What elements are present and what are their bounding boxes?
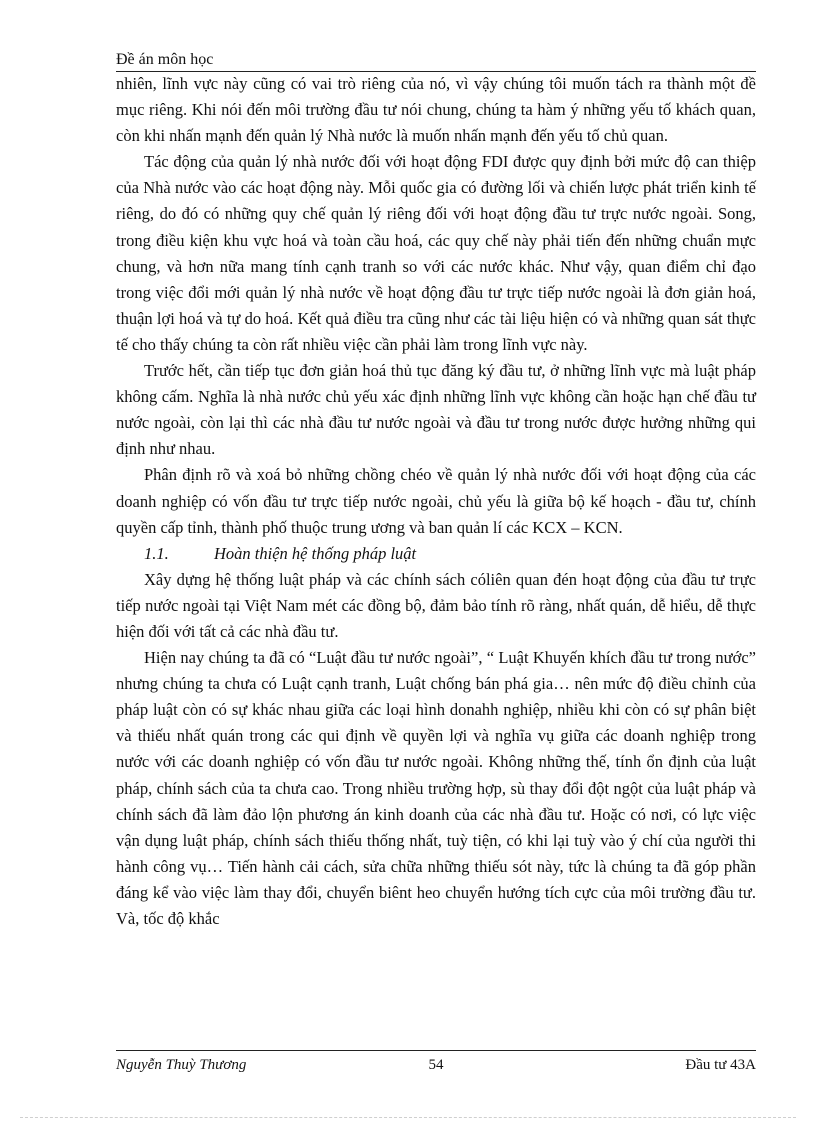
paragraph: Xây dựng hệ thống luật pháp và các chính sách cóliên quan đén hoạt động của đầu tư trực tiếp nước ngoài tại Việt Nam mét các đồng bộ, đảm bảo tính rõ ràng, nhất quán, dễ hiểu, dễ thực hiện đối với tất cả các nhà đầu tư.: [116, 569, 756, 641]
page-boundary: [20, 1117, 796, 1118]
footer-class: Đầu tư 43A: [685, 1057, 756, 1073]
document-body: [116, 71, 756, 932]
page-header: [116, 50, 756, 70]
page-number: 54: [428, 1057, 444, 1073]
page-footer: [116, 1055, 756, 1077]
paragraph: Hiện nay chúng ta đã có “Luật đầu tư nước ngoài”, “ Luật Khuyến khích đầu tư trong nước” nhưng chúng ta chưa có Luật cạnh tranh, Luật chống bán phá gia… nên mức độ điều chỉnh của pháp luật còn có sự khác nhau giữa các loại hình donahh nghiệp, nhiều khi còn có sự phân biệt và thiếu nhất quán trong các qui định về quyền lợi và nghĩa vụ giữa các doanh nghiệp trong nước với các doanh nghiệp có vốn đầu tư nước ngoài. Không những thế, tính ổn định của luật pháp, chính sách của ta chưa cao. Trong nhiều trường hợp, sù thay đổi đột ngột của luật pháp và chính sách đã làm đảo lộn phương án kinh doanh của các nhà đầu tư. Hoặc có nơi, có lực việc vận dụng luật pháp, chính sách thiếu thống nhất, tuỳ tiện, có khi lại tuỳ vào ý chí của người thi hành công vụ… Tiến hành cải cách, sửa chữa những thiếu sót này, tức là chúng ta đã góp phần đáng kể vào việc làm thay đổi, chuyển biênt heo chuyển hướng tích cực của môi trường đầu tư. Và, tốc độ khắc: [116, 648, 756, 928]
section-number: 1.1.: [144, 543, 169, 563]
section-heading: [116, 541, 756, 567]
footer-divider: [116, 1050, 756, 1051]
header-title: Đề án môn học: [116, 51, 214, 68]
section-title: Hoàn thiện hệ thống pháp luật: [214, 543, 417, 563]
footer-author: Nguyễn Thuỳ Thương: [116, 1057, 247, 1073]
paragraph: Tác động của quản lý nhà nước đối với hoạt động FDI được quy định bởi mức độ can thiệp của Nhà nước vào các hoạt động này. Mỗi quốc gia có đường lối và chiến lược phát triển kinh tế riêng, do đó có những quy chế quản lý riêng đối với hoạt động đầu tư trực nước ngoài. Song, trong điều kiện khu vực hoá và toàn cầu hoá, các quy chế này phải tiến đến những chuẩn mực chung, và hơn nữa mang tính cạnh tranh so với các nước khác. Như vậy, quan điểm chỉ đạo trong việc đổi mới quản lý nhà nước về hoạt động đầu tư trực tiếp nước ngoài là đơn giản hoá, thuận lợi hoá và tự do hoá. Kết quả điều tra cũng như các tài liệu hiện có và những quan sát thực tế cho thấy chúng ta còn rất nhiều việc cần phải làm trong lĩnh vực này.: [116, 152, 756, 354]
paragraph: Trước hết, cần tiếp tục đơn giản hoá thủ tục đăng ký đầu tư, ở những lĩnh vực mà luật pháp không cấm. Nghĩa là nhà nước chủ yếu xác định những lĩnh vực không cần hoặc hạn chế đầu tư nước ngoài, còn lại thì các nhà đầu tư nước ngoài và đầu tư trong nước được hưởng những qui định như nhau.: [116, 361, 756, 459]
paragraph-continuation: nhiên, lĩnh vực này cũng có vai trò riêng của nó, vì vậy chúng tôi muốn tách ra thành một đề mục riêng. Khi nói đến môi trường đầu tư nói chung, chúng ta hàm ý những yếu tố khách quan, còn khi nhấn mạnh đến quản lý Nhà nước là muốn nhấn mạnh đến yếu tố chủ quan.: [116, 74, 756, 146]
paragraph: Phân định rõ và xoá bỏ những chồng chéo về quản lý nhà nước đối với hoạt động của các doanh nghiệp có vốn đầu tư trực tiếp nước ngoài, chủ yếu là giữa bộ kế hoạch - đầu tư, chính quyền cấp tỉnh, thành phố thuộc trung ương và ban quản lí các KCX – KCN.: [116, 465, 756, 537]
